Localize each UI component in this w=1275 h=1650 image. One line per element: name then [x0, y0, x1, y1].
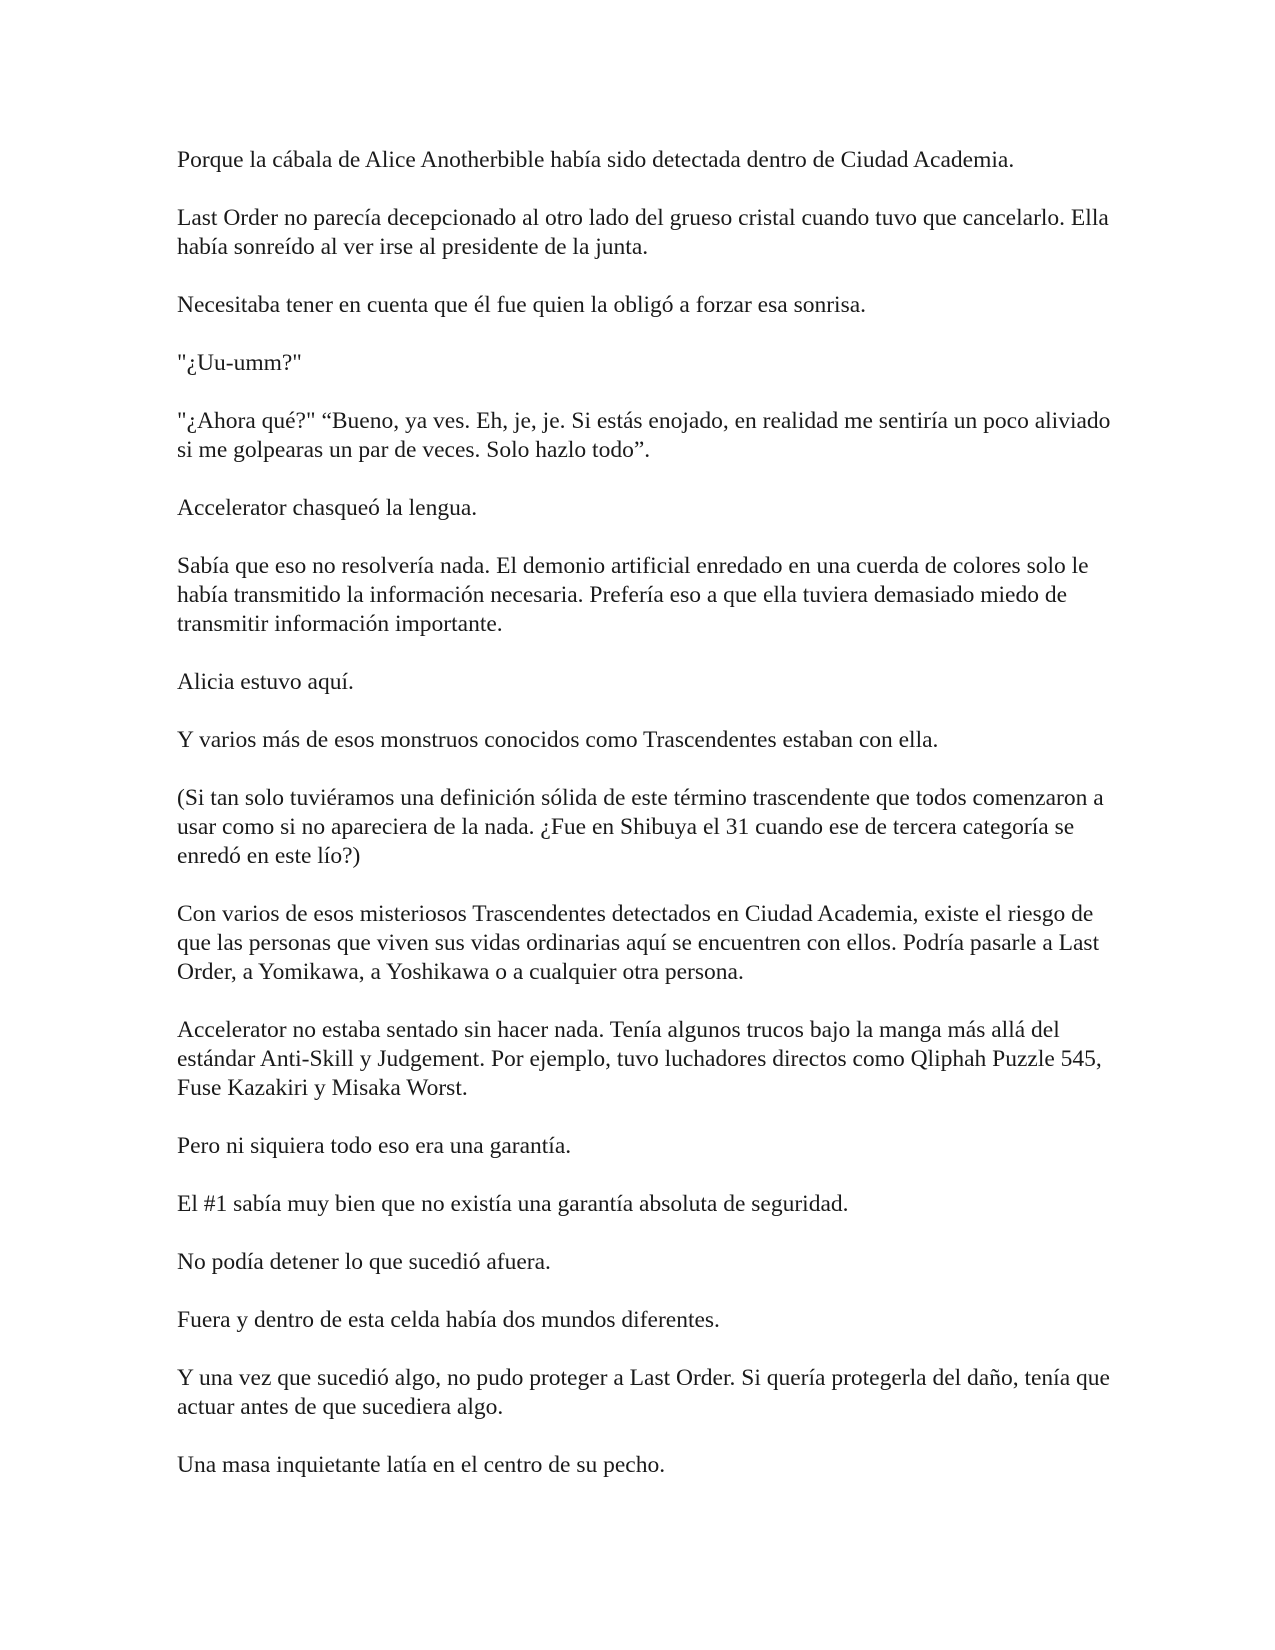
paragraph: Necesitaba tener en cuenta que él fue quien la obligó a forzar esa sonrisa. [177, 292, 867, 318]
dialogue-line: "¿Ahora qué?" “Bueno, ya ves. Eh, je, je. Si estás enojado, en realidad me sentiría un poco aliviado si me golpearas un par de veces. Solo hazlo todo”. [177, 408, 1111, 463]
paragraph: Pero ni siquiera todo eso era una garantía. [177, 1133, 572, 1159]
paragraph: Accelerator chasqueó la lengua. [177, 495, 478, 521]
paragraph: No podía detener lo que sucedió afuera. [177, 1249, 551, 1275]
paragraph: Una masa inquietante latía en el centro de su pecho. [177, 1452, 666, 1478]
dialogue-line: "¿Uu-umm?" [177, 350, 302, 376]
text-column [177, 146, 1117, 1509]
paragraph: (Si tan solo tuviéramos una definición sólida de este término trascendente que todos comenzaron a usar como si no apareciera de la nada. ¿Fue en Shibuya el 31 cuando ese de tercera categoría se enredó en este lío?) [177, 785, 1104, 869]
paragraph: Porque la cábala de Alice Anotherbible había sido detectada dentro de Ciudad Academia. [177, 147, 1015, 173]
paragraph: Last Order no parecía decepcionado al otro lado del grueso cristal cuando tuvo que cancelarlo. Ella había sonreído al ver irse al presidente de la junta. [177, 205, 1109, 260]
paragraph: Accelerator no estaba sentado sin hacer nada. Tenía algunos trucos bajo la manga más allá del estándar Anti-Skill y Judgement. Por ejemplo, tuvo luchadores directos como Qliphah Puzzle 545, Fuse Kazakiri y Misaka Worst. [177, 1017, 1102, 1101]
paragraph: Y varios más de esos monstruos conocidos como Trascendentes estaban con ella. [177, 727, 939, 753]
paragraph: Alicia estuvo aquí. [177, 669, 354, 695]
paragraph: Fuera y dentro de esta celda había dos mundos diferentes. [177, 1307, 720, 1333]
paragraph: Y una vez que sucedió algo, no pudo proteger a Last Order. Si quería protegerla del daño, tenía que actuar antes de que sucediera algo. [177, 1365, 1110, 1420]
paragraph: Con varios de esos misteriosos Trascendentes detectados en Ciudad Academia, existe el riesgo de que las personas que viven sus vidas ordinarias aquí se encuentren con ellos. Podría pasarle a Last Order, a Yomikawa, a Yoshikawa o a cualquier otra persona. [177, 901, 1100, 985]
paragraph: El #1 sabía muy bien que no existía una garantía absoluta de seguridad. [177, 1191, 849, 1217]
paragraph: Sabía que eso no resolvería nada. El demonio artificial enredado en una cuerda de colores solo le había transmitido la información necesaria. Prefería eso a que ella tuviera demasiado miedo de transmitir información importante. [177, 553, 1089, 637]
